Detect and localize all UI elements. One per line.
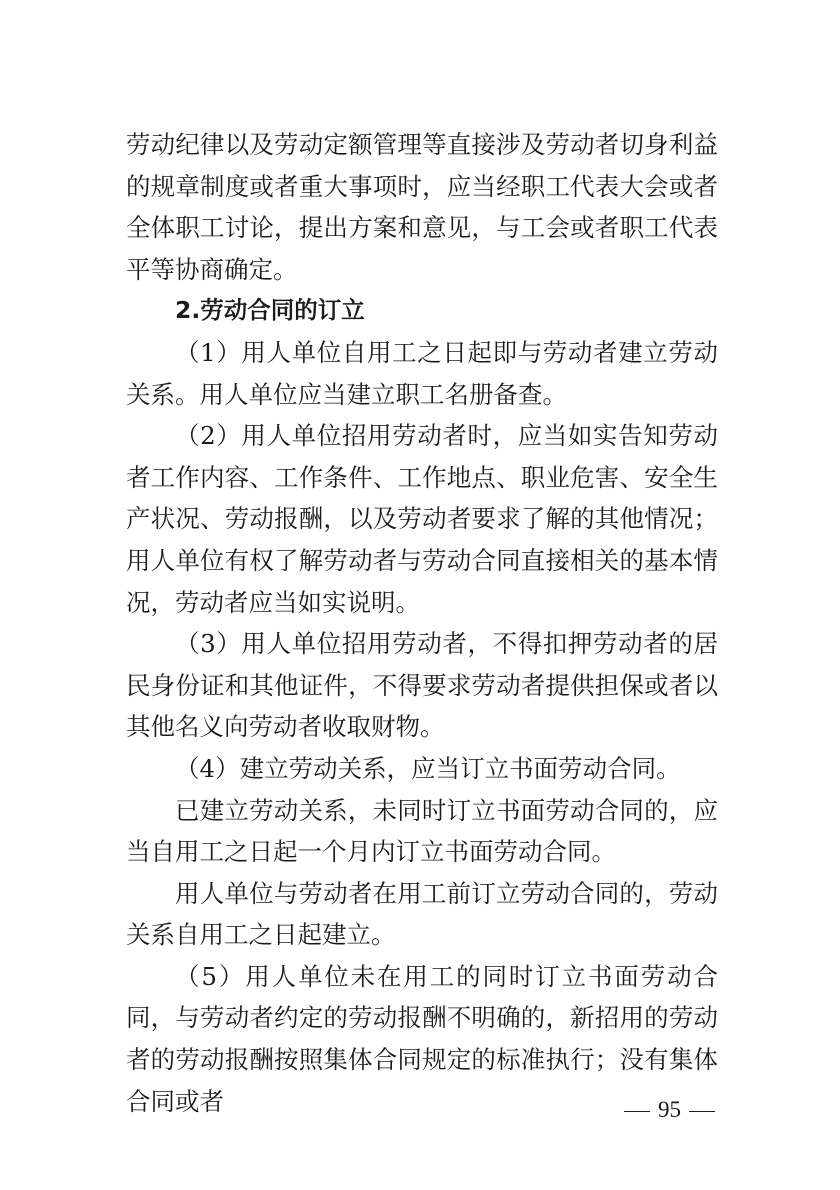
paragraph-item-4-cont-2: 用人单位与劳动者在用工前订立劳动合同的，劳动关系自用工之日起建立。 (126, 878, 718, 950)
left-dash (624, 1111, 650, 1112)
paragraph-item-2: （2）用人单位招用劳动者时，应当如实告知劳动者工作内容、工作条件、工作地点、职业危害、安全生产状况、劳动报酬，以及劳动者要求了解的其他情况；用人单位有权了解劳动者与劳动合同直接相关的基本情况，劳动者应当如实说明。 (126, 421, 718, 617)
paragraph-item-3: （3）用人单位招用劳动者，不得扣押劳动者的居民身份证和其他证件，不得要求劳动者提供担保或者以其他名义向劳动者收取财物。 (126, 629, 718, 742)
paragraph-item-5: （5）用人单位未在用工的同时订立书面劳动合同，与劳动者约定的劳动报酬不明确的，新招用的劳动者的劳动报酬按照集体合同规定的标准执行；没有集体合同或者 (126, 961, 718, 1116)
section-heading: 2.劳动合同的订立 (175, 296, 365, 325)
paragraph-item-4-cont-1: 已建立劳动关系，未同时订立书面劳动合同的，应当自用工之日起一个月内订立书面劳动合同。 (126, 795, 718, 867)
body-text (126, 124, 718, 1122)
paragraph-item-4: （4）建立劳动关系，应当订立书面劳动合同。 (175, 753, 681, 783)
paragraph-item-1: （1）用人单位自用工之日起即与劳动者建立劳动关系。用人单位应当建立职工名册备查。 (126, 337, 718, 409)
page-number: 95 (658, 1097, 681, 1122)
page-footer (616, 1095, 726, 1125)
paragraph-1: 劳动纪律以及劳动定额管理等直接涉及劳动者切身利益的规章制度或者重大事项时，应当经职工代表大会或者全体职工讨论，提出方案和意见，与工会或者职工代表平等协商确定。 (126, 130, 718, 284)
right-dash (689, 1111, 715, 1112)
